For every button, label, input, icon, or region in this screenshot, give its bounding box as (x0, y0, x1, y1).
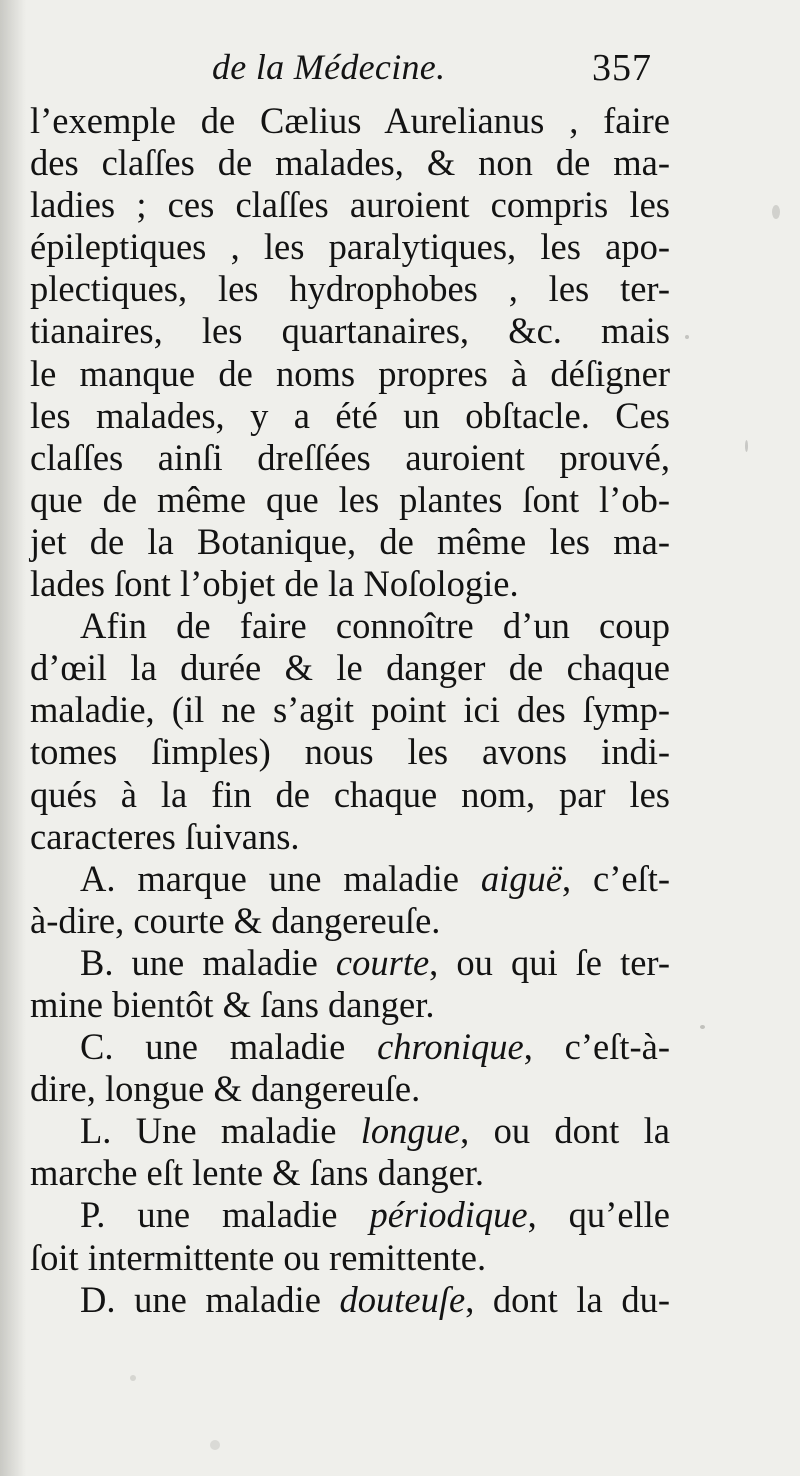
emphasis: douteuſe (339, 1278, 466, 1320)
emphasis: aiguë (480, 857, 562, 899)
text-line: lades ſont l’objet de la Noſologie. (30, 563, 519, 605)
paragraph (30, 605, 670, 858)
text-line: que de même que les plantes ſont l’ob- (30, 478, 670, 520)
text-line: maladie, (il ne s’agit point ici des ſymp- (30, 689, 670, 731)
text-line: marche eſt lente & ſans danger. (30, 1152, 485, 1194)
definition-entry (30, 1279, 670, 1321)
emphasis: périodique (369, 1194, 528, 1236)
text-line: d’œil la durée & le danger de chaque (30, 647, 670, 689)
text-line: C. une maladie chronique, c’eſt-à- (80, 1026, 670, 1068)
text-line: jet de la Botanique, de même les ma- (30, 520, 670, 562)
running-title: de la Médecine. (212, 47, 446, 87)
text-line: le manque de noms propres à déſigner (30, 352, 670, 394)
text-line: P. une maladie périodique, qu’elle (80, 1194, 671, 1236)
paper-speck (700, 1025, 705, 1029)
page-gutter-shadow (0, 0, 26, 1476)
text-line: plectiques, les hydrophobes , les ter- (30, 268, 670, 310)
page-header (212, 46, 662, 102)
text-line: ſoit intermittente ou remittente. (30, 1236, 487, 1278)
paper-speck (685, 335, 689, 339)
paper-speck (210, 1440, 220, 1450)
text-line: l’exemple de Cælius Aurelianus , faire (30, 100, 670, 141)
text-line: Afin de faire connoître d’un coup (80, 605, 670, 647)
page-number: 357 (592, 47, 652, 89)
paper-speck (745, 440, 748, 452)
text-line: épileptiques , les paralytiques, les apo- (30, 226, 670, 268)
text-line: les malades, y a été un obſtacle. Ces (30, 394, 670, 436)
definition-entry (30, 942, 670, 1026)
paper-speck (772, 205, 780, 219)
emphasis: chronique (377, 1026, 524, 1068)
text-line: ladies ; ces claſſes auroient compris les (30, 184, 670, 226)
text-line: D. une maladie douteuſe, dont la du- (80, 1278, 670, 1320)
definition-entry (30, 1194, 670, 1278)
text-line: à-dire, courte & dangereuſe. (30, 899, 441, 941)
text-line: caracteres ſuivans. (30, 815, 300, 857)
definition-entry (30, 1110, 670, 1194)
paragraph (30, 100, 670, 605)
text-line: tomes ſimples) nous les avons indi- (30, 731, 670, 773)
paper-speck (130, 1375, 136, 1381)
body-text (30, 100, 670, 1321)
text-line: L. Une maladie longue, ou dont la (80, 1110, 670, 1152)
emphasis: courte (335, 941, 430, 983)
definition-entry (30, 1026, 670, 1110)
text-line: dire, longue & dangereuſe. (30, 1068, 421, 1110)
text-line: tianaires, les quartanaires, &c. mais (30, 310, 670, 352)
text-line: qués à la fin de chaque nom, par les (30, 773, 670, 815)
text-line: claſſes ainſi dreſſées auroient prouvé, (30, 436, 670, 478)
definition-entry (30, 858, 670, 942)
text-line: B. une maladie courte, ou qui ſe ter- (80, 941, 670, 983)
emphasis: longue (360, 1110, 461, 1152)
text-line: mine bientôt & ſans danger. (30, 983, 435, 1025)
text-line: A. marque une maladie aiguë, c’eſt- (80, 857, 670, 899)
text-line: des claſſes de malades, & non de ma- (30, 142, 670, 184)
